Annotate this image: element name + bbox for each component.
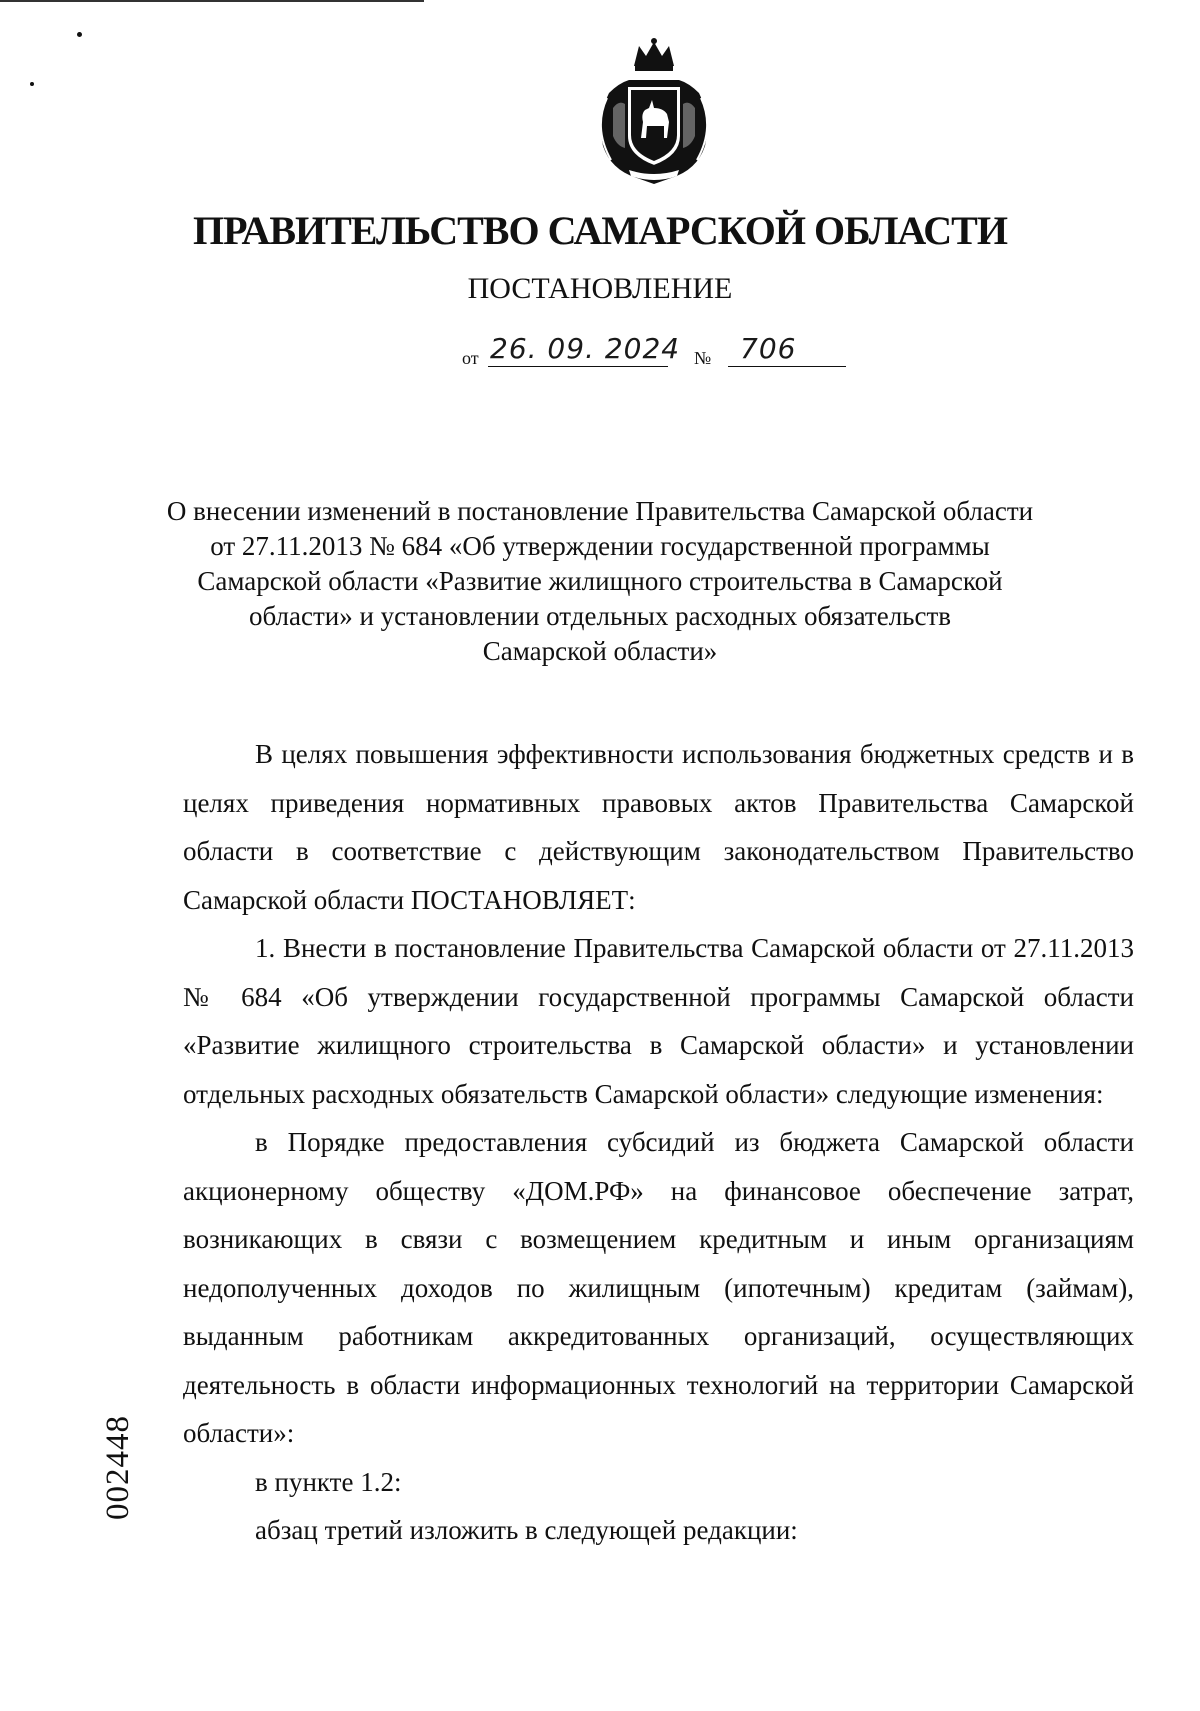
body-paragraph: В целях повышения эффективности использования бюджетных средств и в целях приведения нормативных правовых актов Правительства Самарской области в соответствие с действующим законодательством Правительство Самарской области ПОСТАНОВЛЯЕТ: [183, 739, 1134, 915]
signing-date: 26. 09. 2024 [490, 332, 681, 365]
subject-line: от 27.11.2013 № 684 «Об утверждении государственной программы [210, 531, 990, 561]
number-label: № [694, 348, 712, 368]
document-body [183, 730, 1134, 1555]
subject-line: Самарской области» [482, 636, 718, 666]
scan-edge-line [0, 0, 424, 2]
document-kind: ПОСТАНОВЛЕНИЕ [467, 272, 733, 305]
date-label: от [462, 348, 479, 368]
margin-stamp-code: 002448 [100, 1415, 136, 1520]
date-underline [488, 366, 668, 367]
document-subject [160, 494, 1040, 669]
subject-line: О внесении изменений в постановление Правительства Самарской области [166, 496, 1034, 526]
coat-of-arms-icon [589, 38, 719, 184]
document-number: 706 [740, 332, 797, 365]
subject-line: Самарской области «Развитие жилищного строительства в Самарской [197, 566, 1003, 596]
scan-speck [77, 32, 82, 37]
subject-line: области» и установлении отдельных расходных обязательств [248, 601, 952, 631]
body-paragraph: в Порядке предоставления субсидий из бюджета Самарской области акционерному обществу «ДОМ.РФ» на финансовое обеспечение затрат, возникающих в связи с возмещением кредитным и иным организациям недополученных доходов по жилищным (ипотечным) кредитам (займам), выданным работникам аккредитованных организаций, осуществляющих деятельность в области информационных технологий на территории Самарской области»: [183, 1127, 1134, 1448]
body-paragraph: 1. Внести в постановление Правительства Самарской области от 27.11.2013 № 684 «Об утверждении государственной программы Самарской области «Развитие жилищного строительства в Самарской области» и установлении отдельных расходных обязательств Самарской области» следующие изменения: [183, 933, 1134, 1109]
number-underline [728, 366, 846, 367]
body-paragraph: абзац третий изложить в следующей редакции: [255, 1515, 798, 1545]
authority-title: ПРАВИТЕЛЬСТВО САМАРСКОЙ ОБЛАСТИ [193, 208, 1007, 253]
body-paragraph: в пункте 1.2: [255, 1466, 402, 1497]
date-number-line [462, 332, 862, 372]
scan-speck [30, 82, 34, 86]
